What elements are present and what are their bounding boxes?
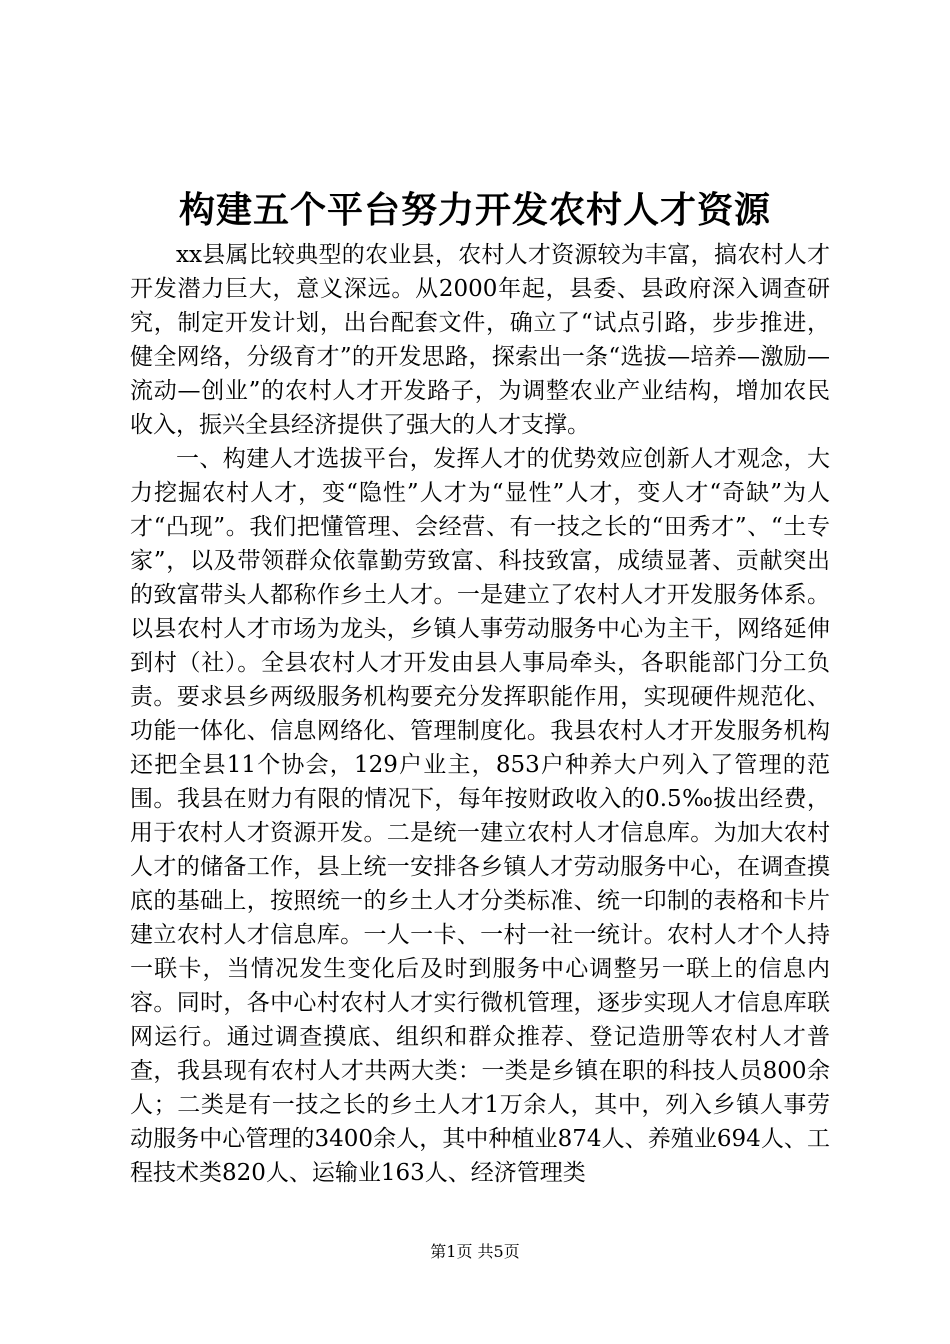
paragraph-intro: xx县属比较典型的农业县，农村人才资源较为丰富，搞农村人才开发潜力巨大，意义深远。从2000年起，县委、县政府深入调查研究，制定开发计划，出台配套文件，确立了“试点引路，步步推进，健全网络，分级育才”的开发思路，探索出一条“选拔—培养—激励—流动—创业”的农村人才开发路子，为调整农业产业结构，增加农民收入，振兴全县经济提供了强大的人才支撑。 [130,242,830,438]
document-body [130,238,830,1190]
page-footer: 第1页 共5页 [430,1242,520,1261]
paragraph-section-one: 一、构建人才选拔平台，发挥人才的优势效应创新人才观念，大力挖掘农村人才，变“隐性”人才为“显性”人才，变人才“奇缺”为人才“凸现”。我们把懂管理、会经营、有一技之长的“田秀才”、“土专家”，以及带领群众依靠勤劳致富、科技致富，成绩显著、贡献突出的致富带头人都称作乡土人才。一是建立了农村人才开发服务体系。以县农村人才市场为龙头，乡镇人事劳动服务中心为主干，网络延伸到村（社）。全县农村人才开发由县人事局牵头，各职能部门分工负责。要求县乡两级服务机构要充分发挥职能作用，实现硬件规范化、功能一体化、信息网络化、管理制度化。我县农村人才开发服务机构还把全县11个协会，129户业主，853户种养大户列入了管理的范围。我县在财力有限的情况下，每年按财政收入的0.5‰拔出经费，用于农村人才资源开发。二是统一建立农村人才信息库。为加大农村人才的储备工作，县上统一安排各乡镇人才劳动服务中心，在调查摸底的基础上，按照统一的乡土人才分类标准、统一印制的表格和卡片建立农村人才信息库。一人一卡、一村一社一统计。农村人才个人持一联卡，当情况发生变化后及时到服务中心调整另一联上的信息内容。同时，各中心村农村人才实行微机管理，逐步实现人才信息库联网运行。通过调查摸底、组织和群众推荐、登记造册等农村人才普查，我县现有农村人才共两大类：一类是乡镇在职的科技人员800余人；二类是有一技之长的乡土人才1万余人，其中，列入乡镇人事劳动服务中心管理的3400余人，其中种植业874人、养殖业694人、工程技术类820人、运输业163人、经济管理类 [130,446,830,1186]
document-title: 构建五个平台努力开发农村人才资源 [178,189,771,231]
